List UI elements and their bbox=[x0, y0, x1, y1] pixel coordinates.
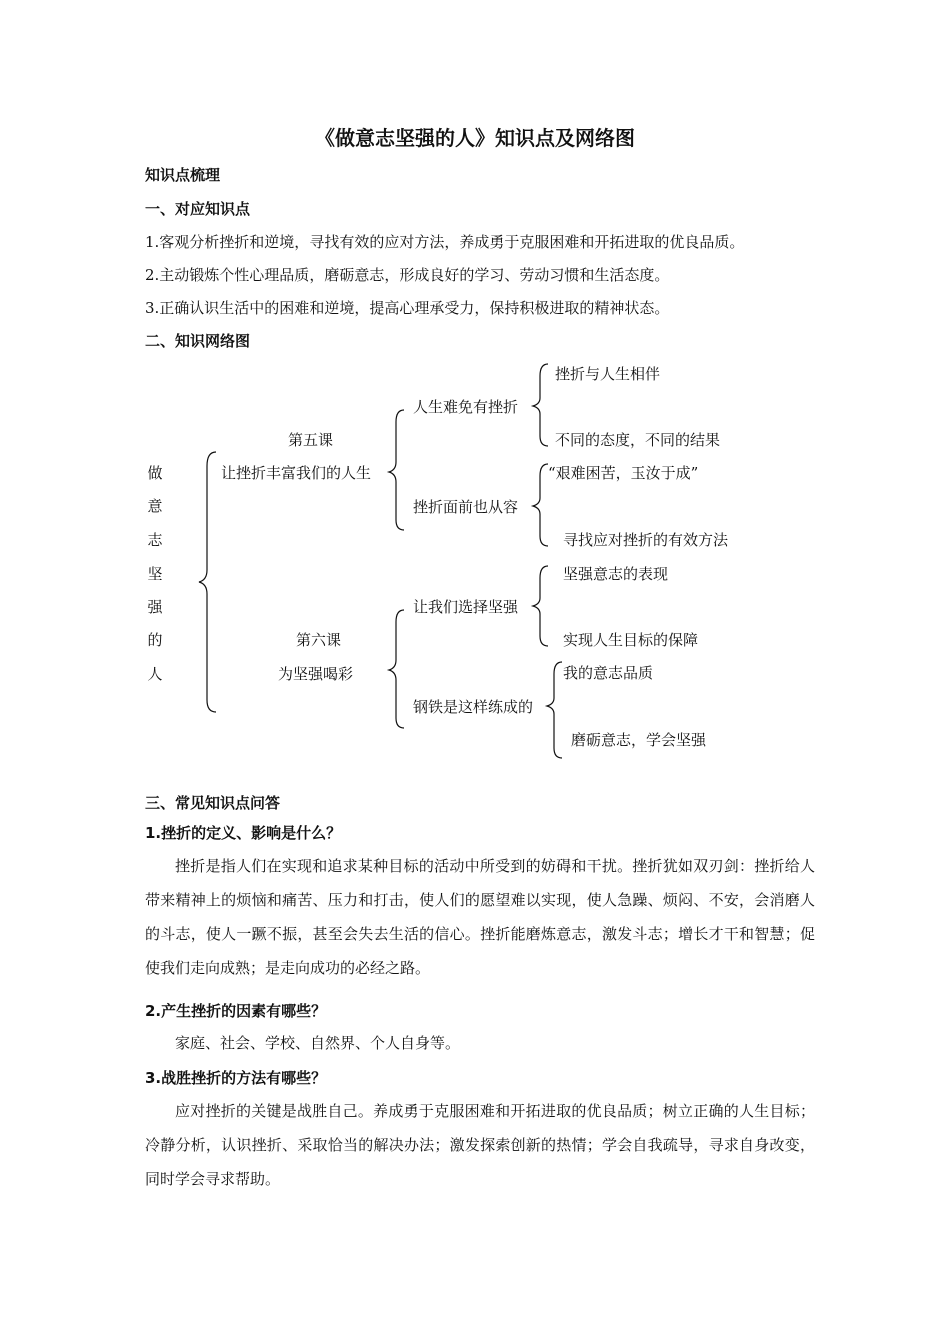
lesson5-brace bbox=[389, 410, 404, 530]
lesson5-title: 让挫折丰富我们的人生 bbox=[221, 464, 372, 482]
point-item: 实现人生目标的保障 bbox=[563, 631, 699, 649]
topic3-brace bbox=[533, 566, 548, 646]
root-char: 强 bbox=[147, 598, 163, 616]
topic-label: 挫折面前也从容 bbox=[413, 498, 519, 516]
lesson6-brace bbox=[389, 610, 404, 728]
section2-heading: 二、知识网络图 bbox=[145, 332, 251, 350]
knowledge-point-1: 1.客观分析挫折和逆境，寻找有效的应对方法，养成勇于克服困难和开拓进取的优良品质。 bbox=[145, 233, 745, 251]
point-item: 磨砺意志，学会坚强 bbox=[571, 731, 707, 749]
question-2: 2.产生挫折的因素有哪些？ bbox=[145, 1002, 327, 1020]
topic-label: 让我们选择坚强 bbox=[413, 598, 519, 616]
answer-1: 挫折是指人们在实现和追求某种目标的活动中所受到的妨碍和干扰。挫折犹如双刃剑：挫折给人带来精神上的烦恼和痛苦、压力和打击，使人们的愿望难以实现，使人急躁、烦闷、不安，会消磨人的斗志，使人一蹶不振，甚至会失去生活的信心。挫折能磨炼意志，激发斗志；增长才干和智慧；促使我们走向成熟；是走向成功的必经之路。 bbox=[145, 857, 815, 977]
question-1: 1.挫折的定义、影响是什么？ bbox=[145, 824, 342, 842]
root-brace bbox=[199, 452, 216, 712]
answer-3: 应对挫折的关键是战胜自己。养成勇于克服困难和开拓进取的优良品质；树立正确的人生目标；冷静分析，认识挫折、采取恰当的解决办法；激发探索创新的热情；学会自我疏导，寻求自身改变，同时学会寻求帮助。 bbox=[145, 1102, 815, 1188]
topic-label: 人生难免有挫折 bbox=[413, 398, 519, 416]
point-item: 我的意志品质 bbox=[563, 664, 654, 682]
root-char: 的 bbox=[147, 631, 163, 649]
section3-heading: 三、常见知识点问答 bbox=[145, 794, 281, 812]
root-char: 意 bbox=[147, 497, 163, 515]
lesson5-name: 第五课 bbox=[288, 431, 334, 449]
outline-heading: 知识点梳理 bbox=[145, 166, 221, 184]
root-char: 人 bbox=[147, 665, 163, 683]
knowledge-point-2: 2.主动锻炼个性心理品质，磨砺意志，形成良好的学习、劳动习惯和生活态度。 bbox=[145, 266, 670, 284]
point-item: 不同的态度，不同的结果 bbox=[555, 431, 721, 449]
lesson6-name: 第六课 bbox=[296, 631, 342, 649]
topic1-brace bbox=[533, 364, 548, 446]
lesson6-title: 为坚强喝彩 bbox=[278, 665, 354, 683]
point-item: 坚强意志的表现 bbox=[563, 565, 669, 583]
topic4-brace bbox=[547, 662, 562, 758]
knowledge-point-3: 3.正确认识生活中的困难和逆境，提高心理承受力，保持积极进取的精神状态。 bbox=[145, 299, 670, 317]
point-item: 寻找应对挫折的有效方法 bbox=[563, 531, 729, 549]
point-item: 挫折与人生相伴 bbox=[555, 365, 661, 383]
point-item: “艰难困苦，玉汝于成” bbox=[548, 464, 699, 482]
topic2-brace bbox=[533, 464, 548, 546]
root-char: 志 bbox=[147, 531, 163, 549]
root-char: 做 bbox=[147, 464, 163, 482]
page-title: 《做意志坚强的人》知识点及网络图 bbox=[315, 126, 635, 150]
section1-heading: 一、对应知识点 bbox=[145, 200, 251, 218]
root-char: 坚 bbox=[147, 565, 163, 583]
question-3: 3.战胜挫折的方法有哪些？ bbox=[145, 1069, 327, 1087]
answer-2: 家庭、社会、学校、自然界、个人自身等。 bbox=[175, 1034, 461, 1052]
topic-label: 钢铁是这样练成的 bbox=[413, 698, 534, 716]
